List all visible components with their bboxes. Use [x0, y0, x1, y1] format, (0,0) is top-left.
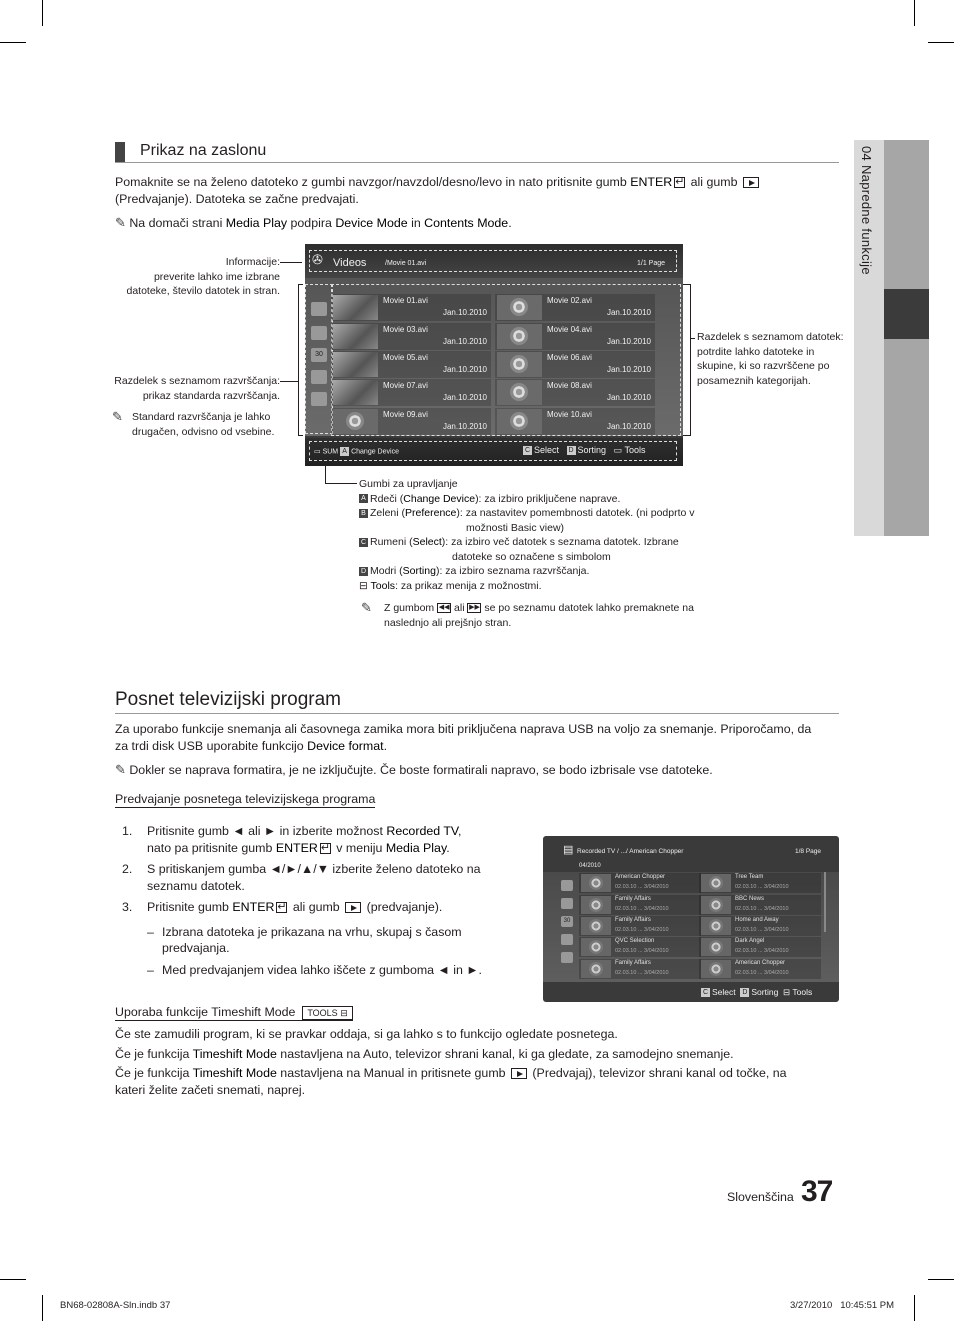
file-item[interactable]: Movie 07.avi Jan.10.2010 [331, 379, 491, 406]
recording-item[interactable]: QVC Selection 02.03.10 ... 3/04/2010 [579, 937, 701, 957]
screen-path: Recorded TV / .../ American Chopper [577, 848, 684, 855]
tools-icon: ⊟ [783, 987, 791, 997]
subheading-timeshift: Uporaba funkcije Timeshift Mode TOOLS ⊟ [115, 1004, 353, 1021]
crop-mark [914, 1295, 915, 1321]
steps-list: 1. Pritisnite gumb ◄ ali ► in izberite možnost Recorded TV, nato pa pritisnite gumb ENTER↵ v meniju Media Play. 2. S pritiskanjem gumba ◄/►/▲/▼ izberite želeno datoteko na seznamu datotek. 3. Pritisnite gumb ENTER↵ ali gumb (predvajanje). – Izbrana datoteka je prikazana na vrhu, skupaj s časom predvajanja. – Med predvajanjem videa lahko iščete z gumboma ◄ in ►. [122, 823, 522, 978]
callout-bracket [683, 284, 691, 436]
note-pencil-icon: ✎ [115, 215, 126, 230]
recording-intro: Za uporabo funkcije snemanja ali časovnega zamika mora biti priključena naprava USB na voljo za snemanje. Priporočamo, da za trdi disk USB uporabite funkcijo Device format. [115, 722, 812, 753]
intro-paragraph: Pomaknite se na želeno datoteko z gumbi navzgor/navzdol/desno/levo in nato pritisnite gumb ENTER↵ ali gumb (Predvajanje). Datoteka se začne predvajati. [115, 174, 840, 207]
list-icon[interactable] [311, 370, 327, 384]
enter-icon [320, 843, 331, 854]
file-item[interactable]: Movie 06.avi Jan.10.2010 [495, 351, 655, 378]
callout-file-list: Razdelek s seznamom datotek: potrdite lahko datoteke in skupine, ki so razvrščene po posameznih kategorijah. [697, 331, 844, 387]
crop-mark [928, 1279, 954, 1280]
heading-rule [115, 162, 839, 163]
recording-item[interactable]: Family Affairs 02.03.10 ... 3/04/2010 [579, 959, 701, 979]
fast-forward-icon: ▶▶ [469, 604, 480, 612]
recorded-tv-icon: ▤ [563, 844, 574, 856]
callout-line [691, 338, 695, 339]
recording-item[interactable]: BBC News 02.03.10 ... 3/04/2010 [699, 895, 821, 915]
calendar-icon[interactable]: 30 [561, 916, 573, 927]
person-icon[interactable] [311, 326, 327, 340]
subheading-playback: Predvajanje posnetega televizijskega programa [115, 792, 376, 806]
screen-page: 1/1 Page [637, 260, 666, 267]
play-icon [743, 177, 759, 188]
list-icon[interactable] [561, 934, 573, 945]
tools-button[interactable]: Tools [792, 987, 813, 997]
tools-icon: ⊟ [359, 579, 368, 592]
file-item[interactable]: Movie 04.avi Jan.10.2010 [495, 323, 655, 350]
chapter-tab-marker [884, 289, 929, 339]
note-pencil-icon: ✎ [112, 409, 123, 424]
usb-icon: ▭ [314, 448, 321, 456]
section-heading: Posnet televizijski program [115, 689, 341, 710]
bottom-actions: C Select D Sorting ▭ Tools [524, 445, 646, 455]
sort-note-text: Standard razvrščanja je lahko drugačen, odvisno od vsebine. [132, 411, 275, 438]
file-item[interactable]: Movie 01.avi Jan.10.2010 [331, 294, 491, 321]
select-button[interactable]: Select [712, 987, 736, 997]
note-pencil-icon: ✎ [361, 600, 372, 615]
footer-language: Slovenščina [727, 1190, 794, 1204]
bottom-bar: ▭ SUM A Change Device [314, 448, 399, 456]
recording-item[interactable]: American Chopper 02.03.10 ... 3/04/2010 [579, 873, 701, 893]
section-heading: Prikaz na zaslonu [140, 142, 267, 159]
videos-screenshot [305, 244, 683, 466]
sort-note [112, 410, 123, 426]
callout-line [325, 483, 357, 484]
callout-bracket [298, 284, 303, 436]
note-pencil-icon: ✎ [115, 762, 126, 777]
recording-item[interactable]: Home and Away 02.03.10 ... 3/04/2010 [699, 916, 821, 936]
crop-mark [0, 42, 26, 43]
crop-mark [0, 1279, 26, 1280]
enter-icon [674, 177, 685, 188]
tools-badge: TOOLS ⊟ [302, 1006, 352, 1020]
crop-mark [914, 0, 915, 26]
screen-title: Videos [333, 257, 367, 269]
footer-date: 3/27/2010 10:45:51 PM [790, 1300, 895, 1311]
crop-mark [42, 1295, 43, 1321]
callout-line [280, 262, 302, 263]
rewind-icon: ◀◀ [438, 604, 450, 612]
folder-icon[interactable] [561, 880, 573, 891]
file-item[interactable]: Movie 05.avi Jan.10.2010 [331, 351, 491, 378]
file-item[interactable]: Movie 09.avi Jan.10.2010 [331, 408, 491, 435]
videos-icon: ✇ [312, 252, 323, 267]
crop-mark [42, 0, 43, 26]
sorting-button[interactable]: Sorting [577, 445, 607, 455]
format-note: ✎ Dokler se naprava formatira, je ne izključujte. Če boste formatirali napravo, se bodo izbrisale vse datoteke. [115, 762, 713, 777]
heading-bar [115, 142, 125, 162]
chapter-label: 04 Napredne funkcije [859, 146, 874, 275]
play-icon [345, 902, 361, 913]
callout-info: Informacije: preverite lahko ime izbrane datoteke, število datotek in stran. [126, 256, 280, 297]
recording-item[interactable]: Family Affairs 02.03.10 ... 3/04/2010 [579, 916, 701, 936]
scrollbar[interactable] [824, 872, 826, 932]
tools-button[interactable]: Tools [624, 445, 646, 455]
star-icon[interactable] [311, 392, 327, 406]
folder-icon[interactable] [311, 302, 327, 316]
play-icon [511, 1068, 527, 1079]
file-item[interactable]: Movie 02.avi Jan.10.2010 [495, 294, 655, 321]
recorded-tv-screenshot [543, 836, 839, 1002]
tools-icon: ▭ [613, 445, 623, 455]
star-icon[interactable] [561, 952, 573, 963]
file-item[interactable]: Movie 08.avi Jan.10.2010 [495, 379, 655, 406]
sorting-button[interactable]: Sorting [751, 987, 779, 997]
file-item[interactable]: Movie 03.avi Jan.10.2010 [331, 323, 491, 350]
recording-item[interactable]: American Chopper 02.03.10 ... 3/04/2010 [699, 959, 821, 979]
date-label: 04/2010 [579, 863, 601, 869]
calendar-icon[interactable]: 30 [311, 348, 327, 362]
paging-note: Z gumbom ◀◀ ali ▶▶ se po seznamu datotek lahko premaknete na naslednjo ali prejšnjo stran. [384, 602, 694, 629]
file-item[interactable]: Movie 10.avi Jan.10.2010 [495, 408, 655, 435]
recording-item[interactable]: Dark Angel 02.03.10 ... 3/04/2010 [699, 937, 821, 957]
timeshift-text: Če ste zamudili program, ki se pravkar oddaja, si ga lahko s to funkcijo ogledate posnetega. Če je funkcija Timeshift Mode nastavljena na Auto, televizor shrani kanal, ki ga gledate, za samodejno snemanje. Če je funkcija Timeshift Mode nastavljena na Manual in pritisnete gumb (Predvajaj), televizor shrani kanal od točke, na kateri želite začeti snemati, naprej. [115, 1027, 787, 1097]
heading-rule [115, 713, 839, 714]
enter-icon [276, 902, 287, 913]
screen-page: 1/8 Page [795, 848, 822, 855]
footer-file: BN68-02808A-Sln.indb 37 [60, 1300, 171, 1311]
callout-line [325, 466, 326, 483]
person-icon[interactable] [561, 898, 573, 909]
recording-item[interactable]: Family Affairs 02.03.10 ... 3/04/2010 [579, 895, 701, 915]
select-button[interactable]: Select [534, 445, 560, 455]
buttons-legend: Gumbi za upravljanje A Rdeči (Change Device): za izbiro priključene naprave. B Zeleni (Preference): za nastavitev pomembnosti datotek. (ni podprto v možnosti Basic view) C Rumeni (Select): za izbiro več datotek s seznama datotek. Izbrane datoteke so označene s simbolom D Modri (Sorting): za izbiro seznama razvrščanja. ⊟ Tools: za prikaz menija z možnostmi. [359, 478, 695, 592]
screen-path: /Movie 01.avi [385, 260, 427, 267]
page-number: 37 [801, 1175, 833, 1208]
bottom-actions: C Select D Sorting ⊟ Tools [702, 987, 813, 997]
callout-sort: Razdelek s seznamom razvrščanja: prikaz standarda razvrščanja. [114, 375, 280, 402]
note-paragraph: ✎ Na domači strani Media Play podpira Device Mode in Contents Mode. [115, 215, 512, 230]
callout-line [280, 381, 298, 382]
recording-item[interactable]: Tree Team 02.03.10 ... 3/04/2010 [699, 873, 821, 893]
crop-mark [928, 42, 954, 43]
